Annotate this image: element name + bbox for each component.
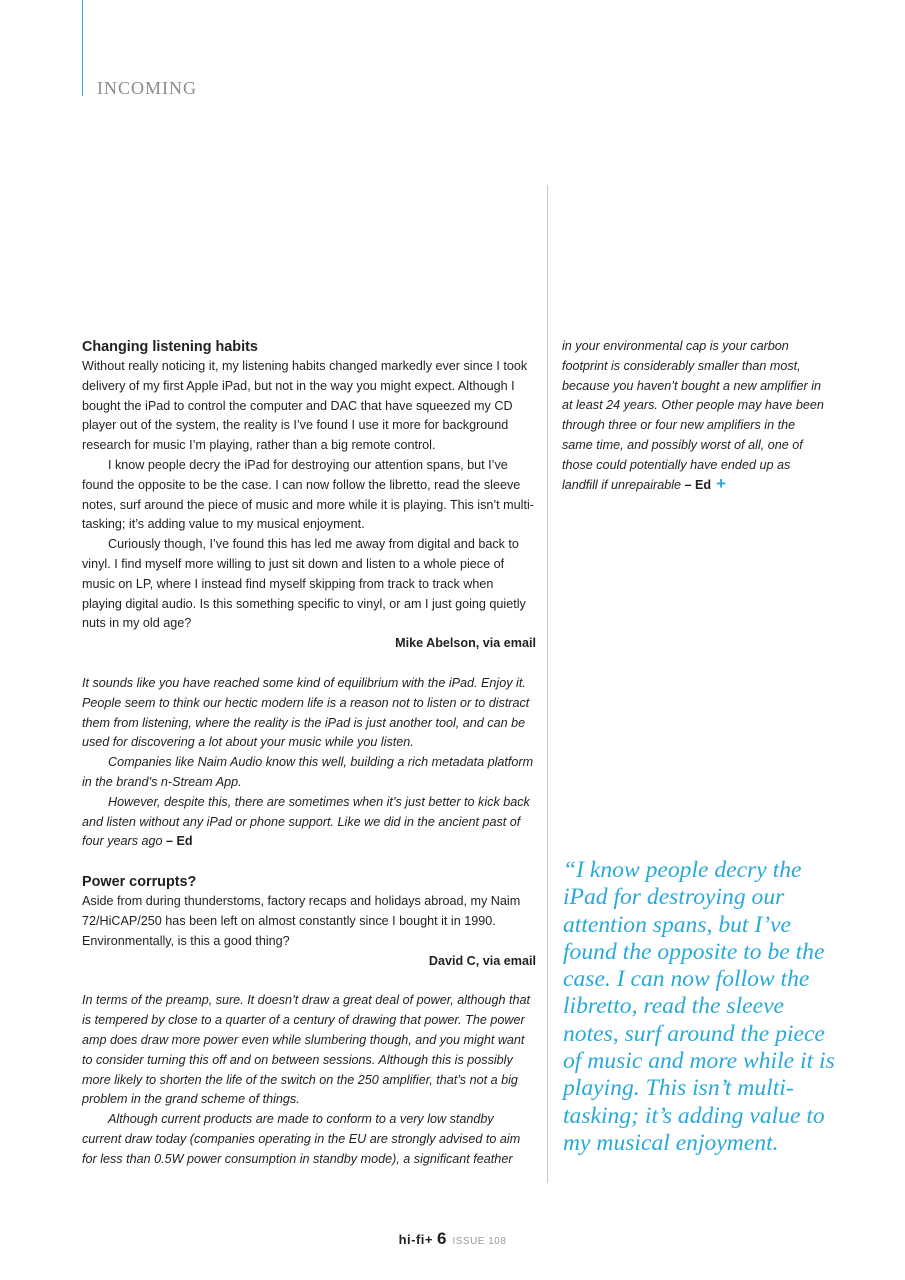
letter2-reply-paragraph: Although current products are made to conform to a very low standby current draw today (companies operating in the EU are strongly advised to aim for less than 0.5W power consumption in standby mode), a significant feather xyxy=(82,1112,521,1166)
letter1-reply-text: However, despite this, there are sometimes when it’s just better to kick back and listen without any iPad or phone support. Like we did in the ancient past of four years ago xyxy=(82,794,530,849)
page-number: 6 xyxy=(436,1229,447,1248)
section-side-rule xyxy=(82,0,83,96)
letter2-paragraph: Aside from during thunderstoms, factory recaps and holidays abroad, my Naim 72/HiCAP/250 has been left on almost constantly since I bought it in 1990. Environmentally, is this a good thing? xyxy=(82,894,521,948)
letters-column-right xyxy=(562,337,824,495)
letter1-reply-paragraph xyxy=(82,793,536,852)
letter1-heading: Changing listening habits xyxy=(82,339,258,355)
issue-label: ISSUE 108 xyxy=(452,1236,507,1247)
hifi-plus-logo: hi-fi+ xyxy=(398,1232,433,1247)
letter1-reply-paragraph: It sounds like you have reached some kind of equilibrium with the iPad. Enjoy it. People seem to think our hectic modern life is a reason not to listen or to distract them from listening, where the reality is the iPad is just another tool, and can be used for discovering a lot about your music while you listen. xyxy=(82,675,530,750)
letters-column-left xyxy=(82,337,536,1169)
column-divider xyxy=(547,185,548,1183)
letter1-paragraph: Curiously though, I’ve found this has led me away from digital and back to vinyl. I find myself more willing to just sit down and listen to a whole piece of music on LP, where I instead find myself skipping from track to track when playing digital audio. Is this something specific to vinyl, or am I just going quietly nuts in my old age? xyxy=(82,537,526,631)
letter2-reply-paragraph: In terms of the preamp, sure. It doesn’t draw a great deal of power, although that is tempered by close to a quarter of a century of drawing that power. The power amp does draw more power even while slumbering though, and you might want to consider turning this off and on between sessions. Although this is possibly more likely to shorten the life of the switch on the 250 amplifier, that’s not a big problem in the grand scheme of things. xyxy=(82,993,531,1107)
editor-signoff: – Ed xyxy=(166,834,193,849)
end-plus-icon: + xyxy=(716,473,727,493)
letter1-signature: Mike Abelson, via email xyxy=(395,636,536,651)
letter2-heading: Power corrupts? xyxy=(82,874,197,891)
letter2-reply-continued xyxy=(562,337,824,495)
pull-quote: “I know people decry the iPad for destroying our attention spans, but I’ve found the opposite to be the case. I can now follow the libretto, read the sleeve notes, surf around the piece of music and more while it is playing. This isn’t multi-tasking; it’s adding value to my musical enjoyment. xyxy=(563,857,835,1156)
page-footer xyxy=(0,1229,905,1249)
letter1-reply-paragraph: Companies like Naim Audio know this well, building a rich metadata platform in the brand’s n-Stream App. xyxy=(82,755,534,789)
letter1-paragraph: Without really noticing it, my listening habits changed markedly ever since I took delivery of my first Apple iPad, but not in the way you might expect. Although I bought the iPad to control the computer and DAC that have squeezed my CD player out of the system, the reality is I’ve found I use it more for background research for music I’m playing, rather than a big remote control. xyxy=(82,359,528,453)
editor-signoff: – Ed xyxy=(684,477,712,492)
letter2-reply-continued-text: in your environmental cap is your carbon footprint is considerably smaller than most, because you haven’t bought a new amplifier in at least 24 years. Other people may have been through three or four new amplifiers in the same time, and possibly worst of all, one of those could potentially have ended up as landfill if unrepairable xyxy=(562,339,824,492)
letter2-signature: David C, via email xyxy=(428,953,536,968)
section-label: INCOMING xyxy=(97,78,197,98)
letter1-paragraph: I know people decry the iPad for destroying our attention spans, but I’ve found the opposite to be the case. I can now follow the libretto, read the sleeve notes, surf around the piece of music and more while it is playing. This isn’t multi-tasking; it’s adding value to my musical enjoyment. xyxy=(82,457,534,532)
